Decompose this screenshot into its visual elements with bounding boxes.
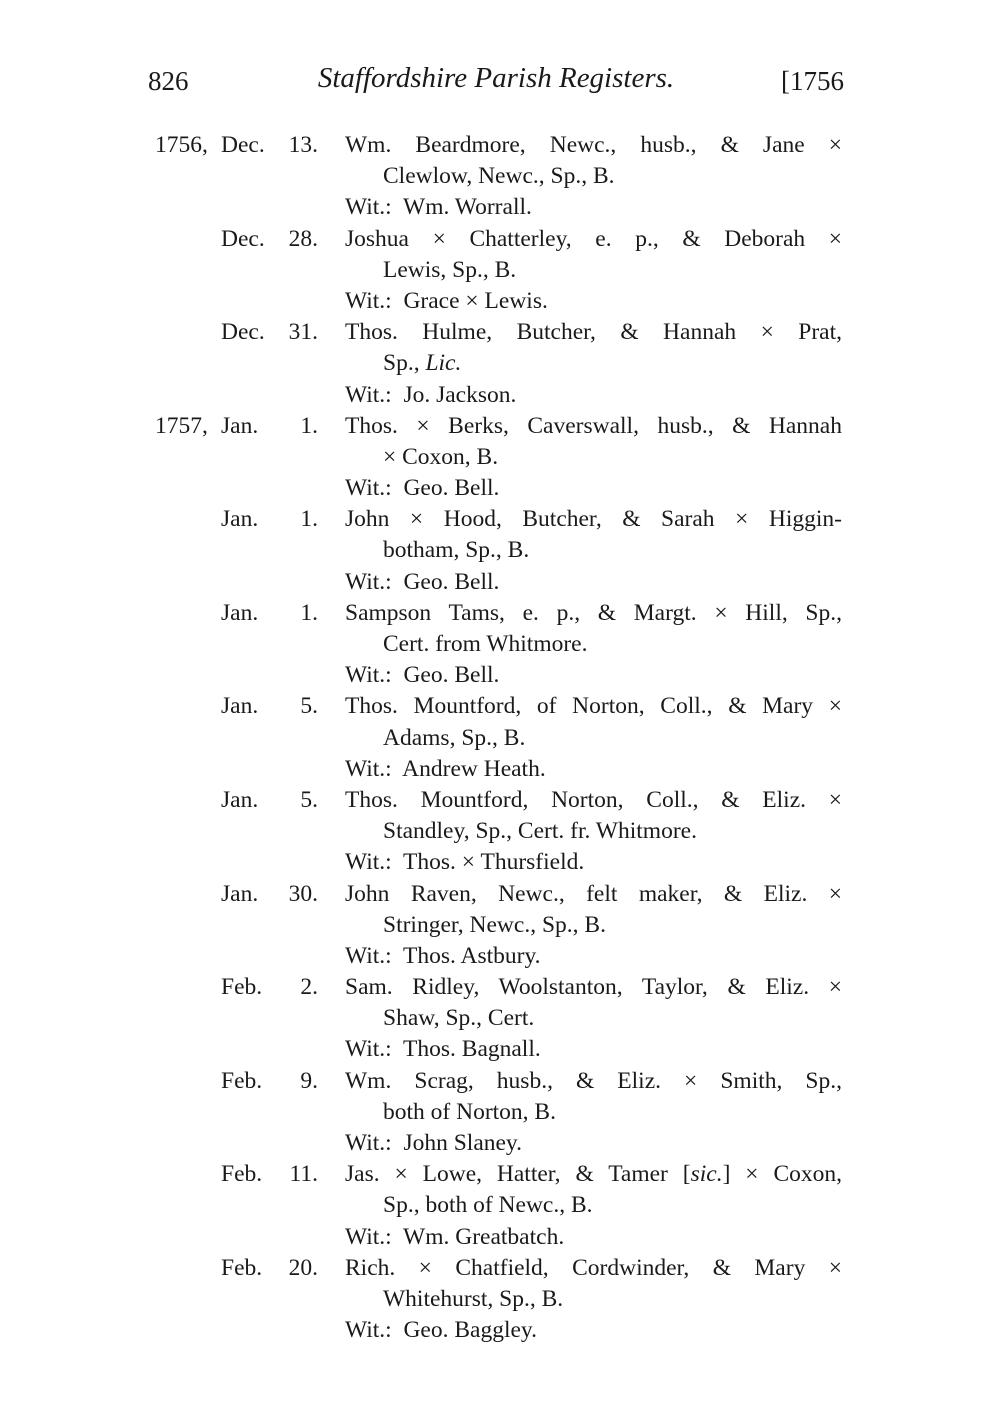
entry-continuation	[383, 348, 461, 379]
entry-month: Jan.	[221, 599, 259, 626]
register-entry	[0, 879, 1000, 973]
entry-first-line	[0, 691, 1000, 722]
register-entry	[0, 504, 1000, 598]
entry-witness: Wit.: Thos. Astbury.	[345, 942, 541, 969]
entry-first-line	[0, 598, 1000, 629]
entry-witness: Wit.: Geo. Baggley.	[345, 1317, 538, 1344]
entry-text: Rich. × Chatfield, Cordwinder, & Mary ×	[345, 1254, 842, 1281]
entry-first-line	[0, 411, 1000, 442]
register-entries	[0, 130, 1000, 1346]
entry-witness: Wit.: Jo. Jackson.	[345, 381, 517, 408]
entry-first-line	[0, 1159, 1000, 1190]
entry-day: 31.	[288, 319, 318, 346]
entry-text-part: ] × Coxon,	[722, 1161, 842, 1188]
entry-witness-line	[0, 1315, 1000, 1346]
entry-second-line	[0, 348, 1000, 379]
entry-continuation: both of Norton, B.	[383, 1098, 556, 1125]
entry-day: 2.	[300, 974, 318, 1001]
entry-month: Jan.	[221, 786, 259, 813]
entry-text	[345, 1159, 842, 1190]
entry-continuation: Lewis, Sp., B.	[383, 256, 517, 283]
entry-continuation: Adams, Sp., B.	[383, 724, 526, 751]
entry-text: John Raven, Newc., felt maker, & Eliz. ×	[345, 880, 842, 907]
entry-day: 1.	[300, 412, 318, 439]
entry-second-line	[0, 535, 1000, 566]
entry-second-line	[0, 816, 1000, 847]
entry-witness-line	[0, 941, 1000, 972]
entry-witness-line	[0, 1034, 1000, 1065]
entry-day: 9.	[300, 1067, 318, 1094]
entry-first-line	[0, 972, 1000, 1003]
entry-second-line	[0, 1097, 1000, 1128]
page-title: Staffordshire Parish Registers.	[317, 62, 675, 94]
entry-day: 5.	[300, 786, 318, 813]
entry-second-line	[0, 1003, 1000, 1034]
entry-witness-line	[0, 192, 1000, 223]
entry-second-line	[0, 161, 1000, 192]
entry-month: Jan.	[221, 412, 259, 439]
entry-witness-line	[0, 754, 1000, 785]
entry-witness: Wit.: Geo. Bell.	[345, 568, 500, 595]
register-entry	[0, 1253, 1000, 1347]
register-entry	[0, 1159, 1000, 1253]
entry-witness: Wit.: Thos. Bagnall.	[345, 1036, 541, 1063]
entry-second-line	[0, 1190, 1000, 1221]
entry-day: 30.	[288, 880, 318, 907]
register-entry	[0, 1066, 1000, 1160]
entry-first-line	[0, 130, 1000, 161]
entry-month: Dec.	[221, 319, 265, 346]
entry-day: 1.	[300, 599, 318, 626]
entry-first-line	[0, 785, 1000, 816]
entry-text-part: Jas. × Lowe, Hatter, & Tamer [	[345, 1161, 691, 1188]
entry-text: Sampson Tams, e. p., & Margt. × Hill, Sp.,	[345, 599, 842, 626]
entry-month: Feb.	[221, 1161, 263, 1188]
entry-day: 1.	[300, 506, 318, 533]
entry-licence: Lic.	[425, 350, 462, 377]
header-year: [1756	[781, 66, 844, 96]
entry-day: 11.	[289, 1161, 318, 1188]
entry-month: Jan.	[221, 506, 259, 533]
entry-continuation: Cert. from Whitmore.	[383, 631, 588, 657]
entry-witness: Wit.: John Slaney.	[345, 1130, 523, 1156]
entry-month: Dec.	[221, 225, 265, 252]
entry-text: Wm. Beardmore, Newc., husb., & Jane ×	[345, 132, 842, 158]
register-entry	[0, 691, 1000, 785]
page-header	[148, 62, 844, 102]
entry-month: Feb.	[221, 974, 263, 1001]
entry-month: Jan.	[221, 880, 259, 907]
page-number: 826	[148, 66, 189, 96]
entry-second-line	[0, 723, 1000, 754]
entry-continuation: Stringer, Newc., Sp., B.	[383, 911, 606, 938]
entry-text: Thos. Hulme, Butcher, & Hannah × Prat,	[345, 319, 842, 346]
entry-continuation: Shaw, Sp., Cert.	[383, 1005, 535, 1032]
entry-second-line	[0, 1284, 1000, 1315]
entry-day: 5.	[300, 693, 318, 720]
entry-text: John × Hood, Butcher, & Sarah × Higgin-	[345, 506, 842, 533]
entry-day: 20.	[288, 1254, 318, 1281]
entry-first-line	[0, 504, 1000, 535]
entry-first-line	[0, 1066, 1000, 1097]
entry-text: Thos. × Berks, Caverswall, husb., & Hannah	[345, 412, 842, 439]
entry-month: Feb.	[221, 1067, 263, 1094]
entry-year: 1756,	[155, 132, 208, 158]
entry-month: Jan.	[221, 693, 259, 720]
register-entry	[0, 317, 1000, 411]
entry-second-line	[0, 629, 1000, 660]
entry-day: 13.	[288, 132, 318, 158]
register-entry	[0, 972, 1000, 1066]
entry-continuation: Whitehurst, Sp., B.	[383, 1285, 564, 1312]
entry-witness: Wit.: Geo. Bell.	[345, 662, 500, 689]
entry-witness: Wit.: Andrew Heath.	[345, 755, 546, 782]
entry-witness: Wit.: Thos. × Thursfield.	[345, 849, 585, 876]
entry-witness-line	[0, 847, 1000, 878]
entry-text-part: Sp.,	[383, 350, 420, 377]
register-entry	[0, 598, 1000, 692]
entry-witness-line	[0, 1128, 1000, 1159]
entry-continuation: × Coxon, B.	[383, 443, 499, 470]
entry-witness-line	[0, 660, 1000, 691]
register-entry	[0, 224, 1000, 318]
entry-text-italic: sic.	[690, 1161, 723, 1188]
entry-first-line	[0, 1253, 1000, 1284]
entry-witness: Wit.: Geo. Bell.	[345, 475, 500, 502]
entry-month: Dec.	[221, 132, 265, 158]
entry-witness: Wit.: Grace × Lewis.	[345, 287, 548, 314]
entry-month: Feb.	[221, 1254, 263, 1281]
entry-second-line	[0, 442, 1000, 473]
register-entry	[0, 785, 1000, 879]
entry-continuation: Standley, Sp., Cert. fr. Whitmore.	[383, 818, 697, 845]
entry-witness: Wit.: Wm. Greatbatch.	[345, 1223, 565, 1250]
entry-text: Joshua × Chatterley, e. p., & Deborah ×	[345, 225, 842, 252]
entry-witness-line	[0, 286, 1000, 317]
entry-text: Wm. Scrag, husb., & Eliz. × Smith, Sp.,	[345, 1067, 842, 1094]
entry-continuation: botham, Sp., B.	[383, 537, 530, 564]
entry-witness-line	[0, 380, 1000, 411]
entry-first-line	[0, 224, 1000, 255]
entry-day: 28.	[288, 225, 318, 252]
entry-text: Thos. Mountford, of Norton, Coll., & Mary ×	[345, 693, 842, 720]
entry-text: Thos. Mountford, Norton, Coll., & Eliz. ×	[345, 786, 842, 813]
entry-text: Sam. Ridley, Woolstanton, Taylor, & Eliz. ×	[345, 974, 842, 1001]
entry-first-line	[0, 879, 1000, 910]
entry-witness-line	[0, 473, 1000, 504]
entry-continuation: Sp., both of Newc., B.	[383, 1192, 593, 1219]
register-entry	[0, 130, 1000, 224]
entry-witness: Wit.: Wm. Worrall.	[345, 194, 532, 221]
entry-witness-line	[0, 1222, 1000, 1253]
entry-first-line	[0, 317, 1000, 348]
entry-second-line	[0, 255, 1000, 286]
entry-continuation: Clewlow, Newc., Sp., B.	[383, 163, 615, 190]
register-entry	[0, 411, 1000, 505]
entry-second-line	[0, 910, 1000, 941]
entry-witness-line	[0, 567, 1000, 598]
entry-year: 1757,	[155, 412, 208, 439]
